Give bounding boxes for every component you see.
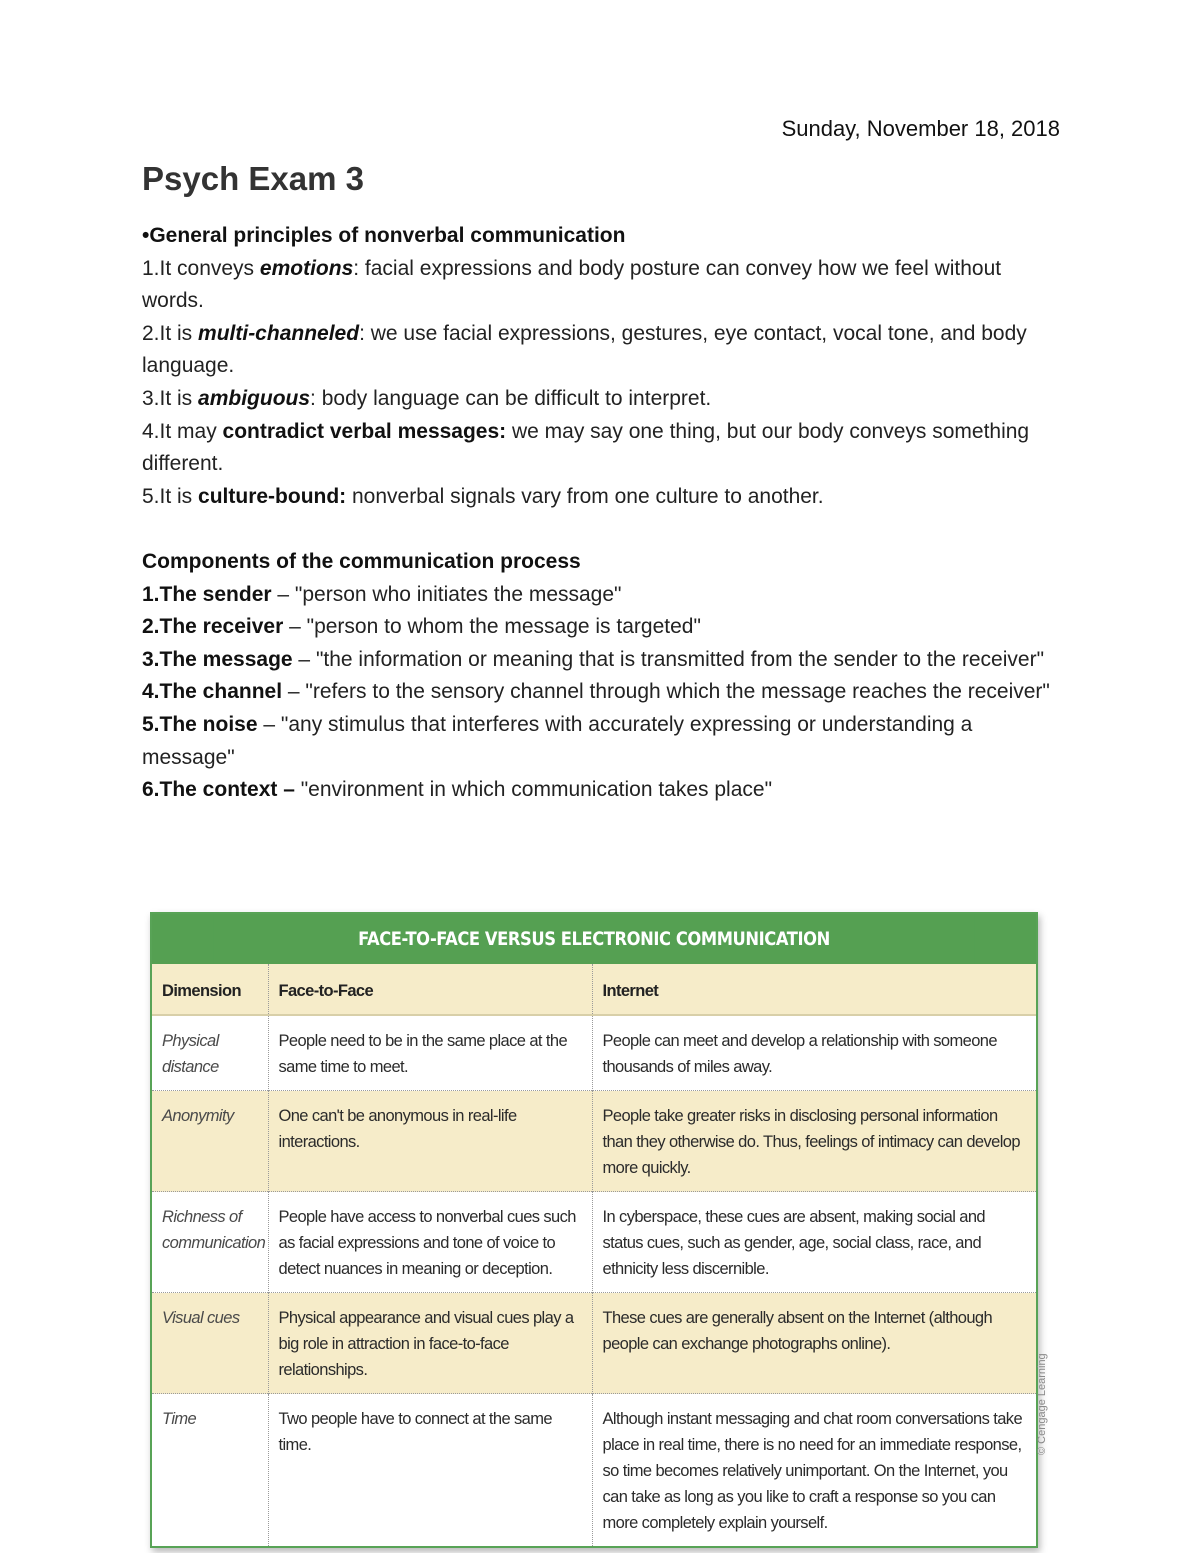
principle-item: 1.It conveys emotions: facial expressions and body posture can convey how we feel without words. [142, 256, 1002, 313]
section-heading-principles: •General principles of nonverbal communication [142, 224, 626, 247]
table-row [152, 1091, 1036, 1192]
principle-item: 5.It is culture-bound: nonverbal signals vary from one culture to another. [142, 484, 824, 508]
internet-cell: In cyberspace, these cues are absent, making social and status cues, such as gender, age, social class, race, and ethnicity less discernible. [602, 1208, 985, 1278]
face-to-face-cell: One can't be anonymous in real-life interactions. [268, 1091, 592, 1192]
column-header: Face-to-Face [268, 964, 592, 1015]
notes-body [142, 220, 1062, 807]
document-date: Sunday, November 18, 2018 [781, 116, 1060, 141]
principle-item: 4.It may contradict verbal messages: we may say one thing, but our body conveys something different. [142, 419, 1030, 476]
component-item: 1.The sender – "person who initiates the message" [142, 582, 622, 606]
dimension-cell: Time [152, 1394, 268, 1547]
page-title: Psych Exam 3 [142, 160, 364, 197]
dimension-cell: Visual cues [152, 1293, 268, 1394]
dimension-cell: Physical distance [152, 1015, 268, 1091]
comparison-table [152, 964, 1036, 1546]
table-row [152, 1015, 1036, 1091]
component-item: 3.The message – "the information or meaning that is transmitted from the sender to the receiver" [142, 647, 1045, 671]
dimension-cell: Anonymity [152, 1091, 268, 1192]
internet-cell: People can meet and develop a relationship with someone thousands of miles away. [602, 1032, 997, 1076]
spacer [142, 513, 1062, 546]
column-header: Internet [592, 964, 1036, 1015]
component-item: 6.The context – "environment in which communication takes place" [142, 778, 773, 802]
internet-cell: These cues are generally absent on the Internet (although people can exchange photographs online). [592, 1293, 1036, 1394]
dimension-cell: Richness of communication [152, 1192, 268, 1293]
column-header: Dimension [152, 964, 268, 1015]
table-header-row [152, 964, 1036, 1015]
section-heading-components: Components of the communication process [142, 549, 581, 573]
figure-credit: © Cengage Learning [1036, 1353, 1048, 1455]
face-to-face-cell: People have access to nonverbal cues such as facial expressions and tone of voice to detect nuances in meaning or deception. [268, 1192, 592, 1293]
face-to-face-cell: Two people have to connect at the same time. [268, 1394, 592, 1547]
component-item: 5.The noise – "any stimulus that interferes with accurately expressing or understanding a message" [142, 712, 973, 769]
face-to-face-cell: Physical appearance and visual cues play a big role in attraction in face-to-face relationships. [268, 1293, 592, 1394]
comparison-figure [150, 912, 1038, 1548]
internet-cell: People take greater risks in disclosing personal information than they otherwise do. Thus, feelings of intimacy can develop more quickly. [592, 1091, 1036, 1192]
component-item: 4.The channel – "refers to the sensory channel through which the message reaches the receiver" [142, 680, 1050, 704]
figure-title: FACE-TO-FACE VERSUS ELECTRONIC COMMUNICATION [214, 914, 974, 964]
internet-cell: Although instant messaging and chat room conversations take place in real time, there is no need for an immediate response, so time becomes relatively unimportant. On the Internet, you can take as long as you like to craft a response so you can more completely explain yourself. [602, 1410, 1023, 1532]
principle-item: 2.It is multi-channeled: we use facial expressions, gestures, eye contact, vocal tone, and body language. [142, 321, 1027, 378]
table-row [152, 1293, 1036, 1394]
table-row [152, 1192, 1036, 1293]
principle-item: 3.It is ambiguous: body language can be difficult to interpret. [142, 386, 712, 410]
figure-title-bar [152, 914, 1036, 964]
component-item: 2.The receiver – "person to whom the message is targeted" [142, 615, 701, 639]
table-row [152, 1394, 1036, 1547]
face-to-face-cell: People need to be in the same place at the same time to meet. [268, 1015, 592, 1091]
